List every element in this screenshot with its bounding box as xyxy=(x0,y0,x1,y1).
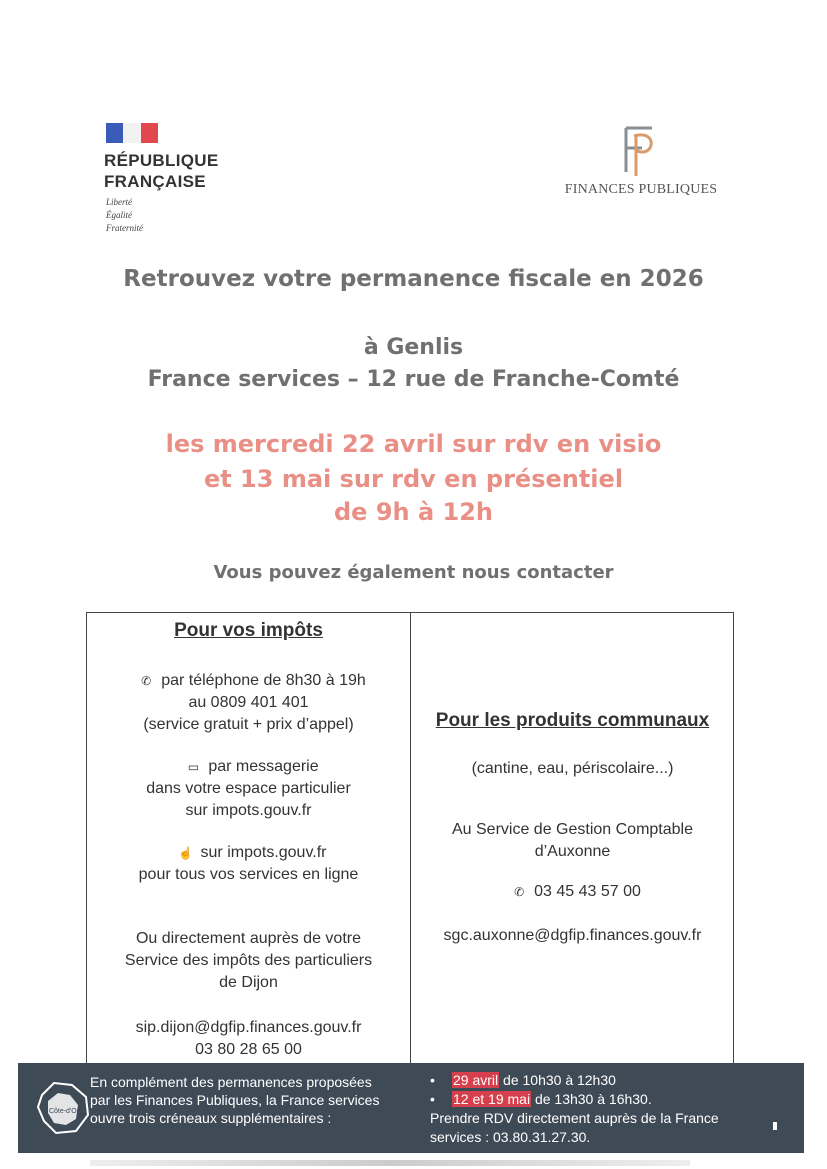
rdv-line-2: services : 03.80.31.27.30. xyxy=(430,1129,591,1145)
dates-line-1: les mercredi 22 avril sur rdv en visio xyxy=(165,430,662,458)
republique-francaise-flag xyxy=(106,123,158,143)
republique-line: RÉPUBLIQUE xyxy=(104,151,219,170)
slot-1-date: 29 avril xyxy=(453,1072,499,1088)
contact-table xyxy=(86,612,734,1067)
sgc-block xyxy=(411,819,734,863)
phone-icon: ✆ xyxy=(141,674,152,688)
slot-2-time: de 13h30 à 16h30. xyxy=(534,1091,652,1107)
rdv-line-1: Prendre RDV directement auprès de la France xyxy=(430,1110,719,1126)
motto-egalite: Égalité xyxy=(106,210,132,220)
cote-dor-logo-text: Côte-d'Or xyxy=(48,1108,80,1115)
direct-line-1: Ou directement auprès de votre xyxy=(135,930,361,947)
web-block xyxy=(87,842,410,886)
slot-1-time: de 10h30 à 12h30 xyxy=(503,1072,616,1088)
sip-phone: 03 80 28 65 00 xyxy=(195,1041,302,1058)
motto-liberte: Liberté xyxy=(106,197,132,207)
motto-fraternite: Fraternité xyxy=(106,223,143,233)
phone-line-2: au 0809 401 401 xyxy=(188,694,309,711)
direct-block xyxy=(87,928,410,994)
direct-line-2: Service des impôts des particuliers xyxy=(124,952,373,969)
impots-heading: Pour vos impôts xyxy=(174,620,323,641)
sip-email[interactable]: sip.dijon@dgfip.finances.gouv.fr xyxy=(135,1019,362,1036)
sgc-line-1: Au Service de Gestion Comptable xyxy=(451,821,693,838)
web-line-2: pour tous vos services en ligne xyxy=(138,866,359,883)
slot-2: • 12 et 19 mai de 13h30 à 16h30. xyxy=(430,1091,652,1107)
sgc-email[interactable]: sgc.auxonne@dgfip.finances.gouv.fr xyxy=(443,927,702,944)
dates-line-3: de 9h à 12h xyxy=(334,498,493,526)
cote-dor-logo-icon xyxy=(32,1075,96,1139)
location-town: à Genlis xyxy=(363,335,464,360)
pointer-icon: ☝ xyxy=(178,846,193,860)
direct-line-3: de Dijon xyxy=(219,974,278,991)
france-services-banner xyxy=(18,1063,804,1153)
slot-1: • 29 avril de 10h30 à 12h30 xyxy=(430,1072,616,1088)
phone-block xyxy=(87,670,410,736)
contact-heading: Vous pouvez également nous contacter xyxy=(213,562,614,583)
phone-icon: ✆ xyxy=(514,885,525,899)
scan-edge xyxy=(90,1160,690,1166)
sip-contact-block xyxy=(87,1017,410,1061)
message-line-1: par messagerie xyxy=(208,758,319,775)
banner-slots xyxy=(430,1071,800,1147)
sgc-phone-row xyxy=(411,881,734,903)
message-block xyxy=(87,756,410,822)
slot-2-date: 12 et 19 mai xyxy=(453,1091,531,1107)
produits-communaux-heading: Pour les produits communaux xyxy=(435,710,710,731)
message-line-2: dans votre espace particulier xyxy=(146,780,351,797)
republique-francaise-title xyxy=(104,150,218,192)
phone-line-3: (service gratuit + prix d’appel) xyxy=(143,716,354,733)
page-title: Retrouvez votre permanence fiscale en 2026 xyxy=(123,266,704,292)
banner-intro-line-3: ouvre trois créneaux supplémentaires : xyxy=(90,1110,332,1126)
finances-publiques-label: FINANCES PUBLIQUES xyxy=(564,182,718,197)
produits-subtitle: (cantine, eau, périscolaire...) xyxy=(471,760,674,777)
web-line-1: sur impots.gouv.fr xyxy=(200,844,327,861)
francaise-line: FRANÇAISE xyxy=(104,172,206,191)
banner-intro-line-1: En complément des permanences proposées xyxy=(90,1074,372,1090)
scan-mark xyxy=(773,1122,777,1130)
sgc-phone: 03 45 43 57 00 xyxy=(534,883,641,900)
dates-line-2: et 13 mai sur rdv en présentiel xyxy=(203,465,624,493)
sgc-line-2: d’Auxonne xyxy=(534,843,611,860)
finances-publiques-logo-icon xyxy=(612,122,660,178)
banner-intro-line-2: par les Finances Publiques, la France services xyxy=(90,1092,380,1108)
republique-motto xyxy=(106,196,143,235)
message-line-3: sur impots.gouv.fr xyxy=(185,802,312,819)
phone-line-1: par téléphone de 8h30 à 19h xyxy=(161,672,366,689)
location-address: France services – 12 rue de Franche-Comté xyxy=(147,367,680,392)
mail-icon: ▭ xyxy=(187,760,200,774)
banner-intro xyxy=(90,1073,420,1127)
